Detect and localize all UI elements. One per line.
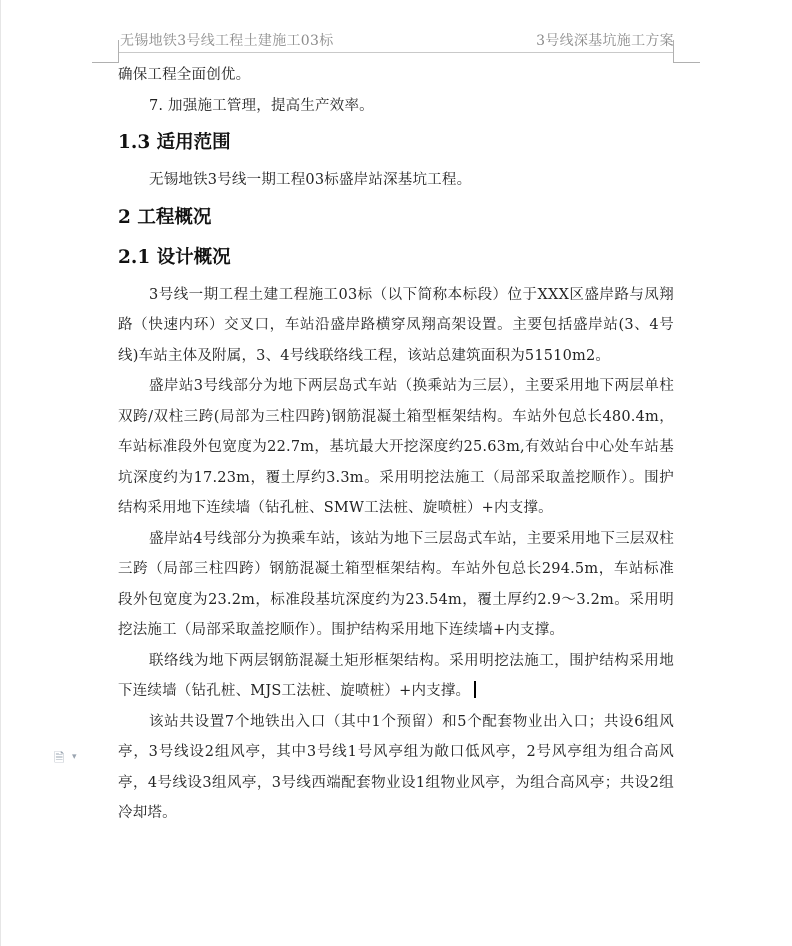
header-left-text: 无锡地铁3号线工程土建施工03标 bbox=[120, 33, 334, 49]
paragraph-exits: 该站共设置7个地铁出入口（其中1个预留）和5个配套物业出入口；共设6组风亭，3号线设2组风亭，其中3号线1号风亭组为敞口低风亭，2号风亭组为组合高风亭，4号线设3组风亭，3号线西端配套物业设1组物业风亭，为组合高风亭；共设2组冷却塔。 bbox=[118, 713, 674, 821]
paragraph-line3: 盛岸站3号线部分为地下两层岛式车站（换乘站为三层），主要采用地下两层单柱双跨/双柱三跨(局部为三柱四跨)钢筋混凝土箱型框架结构。车站外包总长480.4m，车站标准段外包宽度为22.7m，基坑最大开挖深度约25.63m,有效站台中心处车站基坑深度约为17.23m，覆土厚约3.3m。采用明挖法施工（局部采取盖挖顺作）。围护结构采用地下连续墙（钻孔桩、SMW工法桩、旋喷桩）+内支撑。 bbox=[118, 378, 674, 516]
page-left-edge bbox=[0, 0, 1, 946]
heading-1-3: 1.3 适用范围 bbox=[118, 132, 231, 153]
paragraph-overview: 3号线一期工程土建工程施工03标（以下简称本标段）位于XXX区盛岸路与凤翔路（快速内环）交叉口，车站沿盛岸路横穿凤翔高架设置。主要包括盛岸站(3、4号线)车站主体及附属，3、4号线联络线工程，该站总建筑面积为51510m2。 bbox=[118, 286, 674, 364]
header-rule bbox=[118, 52, 673, 53]
document-icon[interactable]: 🗎 bbox=[54, 751, 65, 766]
paragraph-link-line-text: 联络线为地下两层钢筋混凝土矩形框架结构。采用明挖法施工，围护结构采用地下连续墙（钻孔桩、MJS工法桩、旋喷桩）+内支撑。 bbox=[118, 652, 674, 699]
paragraph-line4: 盛岸站4号线部分为换乘车站，该站为地下三层岛式车站，主要采用地下三层双柱三跨（局部三柱四跨）钢筋混凝土箱型框架结构。车站外包总长294.5m，车站标准段外包宽度为23.2m，标准段基坑深度约为23.54m，覆土厚约2.9～3.2m。采用明挖法施工（局部采取盖挖顺作）。围护结构采用地下连续墙+内支撑。 bbox=[118, 530, 674, 638]
document-body[interactable] bbox=[118, 60, 674, 829]
heading-2-1: 2.1 设计概况 bbox=[118, 246, 231, 268]
paragraph-scope: 无锡地铁3号线一期工程03标盛岸站深基坑工程。 bbox=[149, 172, 472, 188]
header-right-text: 3号线深基坑施工方案 bbox=[536, 33, 674, 49]
crop-mark-left bbox=[92, 40, 119, 63]
crop-mark-right bbox=[673, 40, 700, 63]
paragraph-link-line bbox=[118, 646, 674, 707]
list-item-7: 7. 加强施工管理，提高生产效率。 bbox=[149, 97, 374, 114]
paragraph-continued: 确保工程全面创优。 bbox=[118, 67, 251, 83]
text-cursor bbox=[474, 681, 476, 698]
heading-2: 2 工程概况 bbox=[118, 206, 212, 228]
chevron-down-icon[interactable]: ▾ bbox=[72, 752, 77, 762]
